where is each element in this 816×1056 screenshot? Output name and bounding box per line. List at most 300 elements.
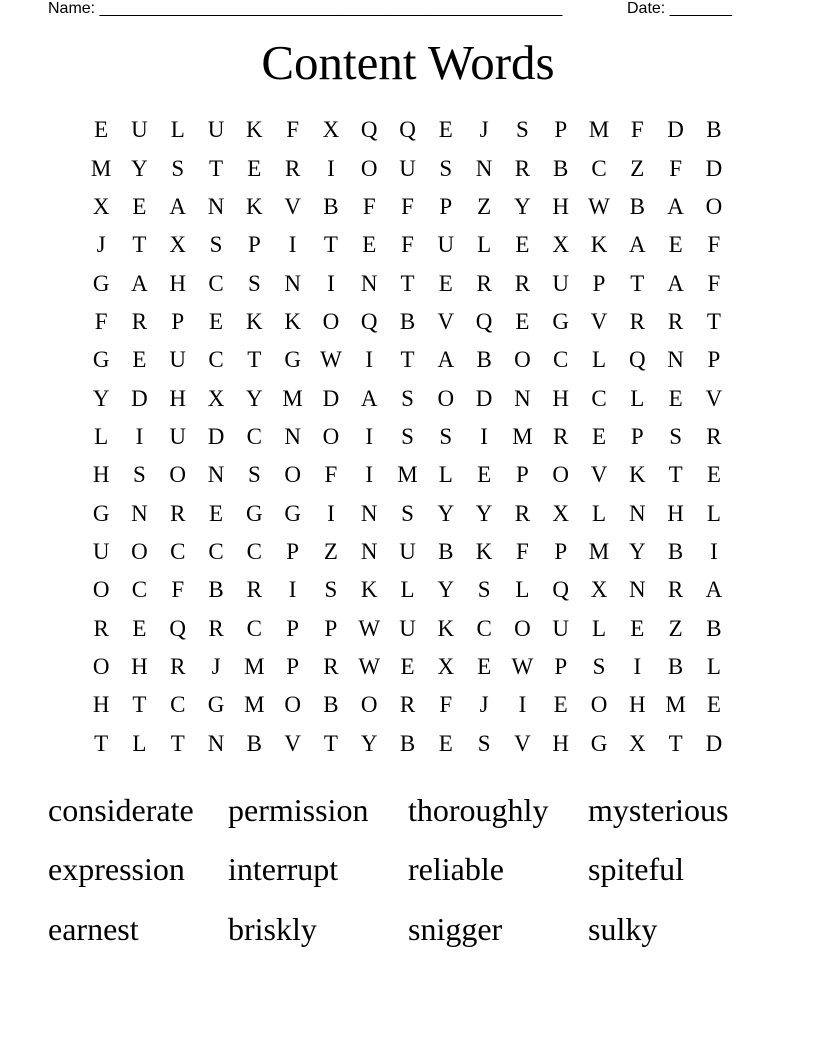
grid-letter: R xyxy=(399,692,416,718)
grid-letter: C xyxy=(246,423,262,449)
grid-letter: G xyxy=(590,730,608,756)
grid-letter: C xyxy=(591,155,607,181)
grid-letter: K xyxy=(360,577,378,603)
grid-letter: O xyxy=(131,538,148,564)
grid-letter: V xyxy=(284,193,301,219)
grid-letter: O xyxy=(322,423,340,449)
grid-letter: M xyxy=(665,692,686,718)
grid-letter: J xyxy=(211,653,221,679)
grid-letter: N xyxy=(131,500,148,526)
grid-letter: P xyxy=(286,538,300,564)
grid-letter: X xyxy=(552,232,570,258)
grid-letter: P xyxy=(554,653,568,679)
grid-letter: H xyxy=(552,730,570,756)
word-bank-word: reliable xyxy=(408,851,504,888)
word-bank-word: spiteful xyxy=(588,851,684,888)
grid-row xyxy=(82,149,733,187)
grid-letter: U xyxy=(207,117,225,143)
grid-letter: Q xyxy=(169,615,187,641)
grid-letter: B xyxy=(323,193,339,219)
grid-letter: F xyxy=(439,692,453,718)
grid-letter: A xyxy=(667,193,684,219)
grid-letter: F xyxy=(324,462,338,488)
grid-letter: K xyxy=(246,308,263,334)
grid-letter: N xyxy=(360,270,378,296)
grid-letter: F xyxy=(707,232,721,258)
grid-letter: Y xyxy=(360,730,378,756)
grid-letter: Q xyxy=(399,117,416,143)
grid-letter: E xyxy=(132,615,147,641)
grid-letter: I xyxy=(288,577,297,603)
grid-letter: Q xyxy=(628,347,646,373)
grid-letter: I xyxy=(518,692,527,718)
grid-letter: E xyxy=(515,232,530,258)
grid-letter: B xyxy=(706,615,722,641)
grid-letter: E xyxy=(438,730,453,756)
grid-letter: H xyxy=(169,385,187,411)
grid-letter: V xyxy=(590,462,608,488)
grid-letter: X xyxy=(207,385,225,411)
grid-letter: R xyxy=(514,500,531,526)
grid-letter: W xyxy=(511,653,534,679)
grid-letter: N xyxy=(360,500,378,526)
grid-letter: T xyxy=(94,730,109,756)
grid-letter: M xyxy=(244,653,265,679)
grid-letter: F xyxy=(707,270,721,296)
grid-letter: H xyxy=(92,462,110,488)
grid-letter: L xyxy=(515,577,530,603)
grid-letter: O xyxy=(284,692,301,718)
grid-letter: O xyxy=(92,653,110,679)
word-bank-word: mysterious xyxy=(588,791,729,828)
grid-letter: U xyxy=(437,232,455,258)
grid-letter: I xyxy=(710,538,718,564)
grid-letter: O xyxy=(514,347,531,373)
grid-letter: D xyxy=(705,155,723,181)
grid-letter: K xyxy=(475,538,493,564)
grid-letter: B xyxy=(629,193,645,219)
grid-letter: U xyxy=(399,615,416,641)
grid-letter: W xyxy=(358,615,381,641)
grid-letter: E xyxy=(362,232,377,258)
grid-letter: I xyxy=(365,462,374,488)
grid-letter: P xyxy=(516,462,529,488)
grid-letter: B xyxy=(323,692,339,718)
grid-letter: L xyxy=(132,730,147,756)
grid-letter: G xyxy=(552,308,570,334)
grid-letter: R xyxy=(553,423,569,449)
grid-letter: B xyxy=(208,577,224,603)
grid-letter: Y xyxy=(92,385,110,411)
grid-letter: V xyxy=(437,308,455,334)
grid-letter: G xyxy=(246,500,263,526)
word-bank-word: thoroughly xyxy=(408,791,549,828)
grid-letter: S xyxy=(439,423,453,449)
grid-letter: N xyxy=(360,538,378,564)
grid-letter: R xyxy=(667,308,684,334)
grid-letter: L xyxy=(170,117,185,143)
grid-letter: L xyxy=(400,577,415,603)
word-bank-word: briskly xyxy=(228,910,317,947)
grid-letter: Y xyxy=(131,155,148,181)
grid-letter: O xyxy=(552,462,570,488)
grid-letter: E xyxy=(132,347,147,373)
grid-letter: D xyxy=(667,117,684,143)
grid-letter: W xyxy=(588,193,610,219)
grid-letter: P xyxy=(554,538,568,564)
grid-letter: U xyxy=(131,117,148,143)
grid-letter: K xyxy=(246,117,263,143)
grid-letter: F xyxy=(669,155,682,181)
grid-letter: C xyxy=(208,347,224,373)
grid-letter: N xyxy=(667,347,684,373)
grid-letter: I xyxy=(327,155,335,181)
grid-letter: K xyxy=(590,232,608,258)
grid-letter: M xyxy=(588,538,610,564)
grid-letter: L xyxy=(477,232,492,258)
grid-letter: W xyxy=(320,347,342,373)
grid-letter: R xyxy=(514,270,531,296)
grid-letter: B xyxy=(553,155,569,181)
grid-letter: E xyxy=(132,193,147,219)
grid-letter: D xyxy=(322,385,340,411)
grid-letter: P xyxy=(630,423,644,449)
grid-letter: N xyxy=(628,577,646,603)
grid-letter: S xyxy=(401,385,414,411)
grid-letter: T xyxy=(132,232,147,258)
grid-letter: U xyxy=(92,538,110,564)
grid-letter: E xyxy=(209,500,224,526)
grid-letter: F xyxy=(516,538,529,564)
grid-letter: A xyxy=(705,577,723,603)
grid-letter: M xyxy=(588,117,610,143)
grid-letter: N xyxy=(207,730,225,756)
grid-letter: X xyxy=(169,232,187,258)
grid-letter: T xyxy=(209,155,224,181)
grid-letter: F xyxy=(401,193,414,219)
grid-letter: G xyxy=(92,500,110,526)
grid-letter: P xyxy=(286,615,300,641)
grid-letter: M xyxy=(512,423,533,449)
grid-letter: Y xyxy=(437,577,455,603)
grid-letter: K xyxy=(284,308,301,334)
grid-letter: M xyxy=(90,155,112,181)
grid-letter: M xyxy=(244,692,265,718)
grid-row xyxy=(82,533,733,571)
grid-letter: Q xyxy=(360,117,378,143)
grid-letter: K xyxy=(437,615,455,641)
word-bank-row xyxy=(48,899,788,959)
grid-letter: P xyxy=(171,308,185,334)
grid-letter: O xyxy=(284,462,301,488)
grid-letter: M xyxy=(397,462,418,488)
grid-letter: H xyxy=(552,193,570,219)
grid-row xyxy=(82,648,733,686)
grid-letter: X xyxy=(628,730,646,756)
grid-letter: I xyxy=(480,423,488,449)
grid-row xyxy=(82,341,733,379)
grid-letter: G xyxy=(284,500,301,526)
grid-letter: E xyxy=(477,653,492,679)
grid-letter: X xyxy=(552,500,570,526)
grid-letter: K xyxy=(246,193,263,219)
grid-letter: X xyxy=(322,117,340,143)
grid-row xyxy=(82,303,733,341)
grid-letter: E xyxy=(209,308,224,334)
grid-row xyxy=(82,686,733,724)
grid-letter: C xyxy=(131,577,148,603)
grid-letter: V xyxy=(705,385,723,411)
grid-letter: J xyxy=(479,692,489,718)
grid-row xyxy=(82,571,733,609)
grid-letter: U xyxy=(169,423,187,449)
grid-letter: C xyxy=(246,538,262,564)
grid-letter: Y xyxy=(514,193,531,219)
grid-letter: R xyxy=(170,500,186,526)
grid-letter: H xyxy=(131,653,148,679)
grid-letter: C xyxy=(170,692,186,718)
grid-letter: D xyxy=(131,385,148,411)
grid-letter: B xyxy=(399,730,416,756)
grid-row xyxy=(82,226,733,264)
grid-letter: S xyxy=(133,462,146,488)
word-bank-word: earnest xyxy=(48,910,139,947)
grid-letter: J xyxy=(479,117,489,143)
grid-letter: L xyxy=(591,500,607,526)
grid-letter: R xyxy=(284,155,301,181)
grid-letter: E xyxy=(515,308,530,334)
grid-letter: T xyxy=(323,232,338,258)
word-bank-word: considerate xyxy=(48,791,194,828)
grid-letter: T xyxy=(132,692,147,718)
grid-letter: A xyxy=(169,193,187,219)
grid-letter: P xyxy=(324,615,338,641)
grid-letter: P xyxy=(286,653,300,679)
date-line: Date: _______ xyxy=(627,0,732,17)
grid-letter: S xyxy=(401,423,414,449)
grid-letter: L xyxy=(94,423,109,449)
grid-letter: G xyxy=(92,347,110,373)
grid-letter: S xyxy=(401,500,414,526)
grid-letter: T xyxy=(400,270,415,296)
grid-letter: N xyxy=(628,500,646,526)
grid-letter: C xyxy=(591,385,607,411)
grid-letter: S xyxy=(171,155,185,181)
grid-letter: H xyxy=(667,500,684,526)
grid-letter: N xyxy=(207,462,225,488)
grid-letter: U xyxy=(552,615,570,641)
grid-letter: N xyxy=(284,270,301,296)
grid-letter: S xyxy=(477,577,491,603)
grid-letter: L xyxy=(630,385,645,411)
word-bank-row xyxy=(48,780,788,840)
grid-letter: U xyxy=(169,347,187,373)
grid-letter: V xyxy=(284,730,301,756)
grid-row xyxy=(82,725,733,763)
grid-letter: P xyxy=(439,193,453,219)
grid-letter: R xyxy=(170,653,186,679)
grid-letter: Q xyxy=(552,577,570,603)
grid-letter: D xyxy=(475,385,493,411)
word-bank-row xyxy=(48,840,788,900)
grid-letter: F xyxy=(171,577,185,603)
grid-letter: P xyxy=(554,117,568,143)
grid-letter: F xyxy=(362,193,376,219)
grid-letter: H xyxy=(92,692,110,718)
grid-letter: S xyxy=(324,577,338,603)
grid-letter: C xyxy=(208,538,224,564)
grid-letter: R xyxy=(667,577,684,603)
grid-letter: H xyxy=(169,270,187,296)
grid-letter: L xyxy=(591,347,607,373)
grid-letter: T xyxy=(668,730,683,756)
grid-letter: I xyxy=(327,500,335,526)
grid-letter: E xyxy=(247,155,262,181)
grid-row xyxy=(82,609,733,647)
grid-letter: S xyxy=(516,117,529,143)
grid-letter: R xyxy=(323,653,339,679)
grid-letter: T xyxy=(706,308,721,334)
grid-letter: F xyxy=(286,117,300,143)
page-title: Content Words xyxy=(261,35,555,90)
grid-letter: C xyxy=(246,615,262,641)
grid-letter: U xyxy=(552,270,570,296)
grid-row xyxy=(82,456,733,494)
grid-row xyxy=(82,111,733,149)
grid-letter: E xyxy=(553,692,568,718)
grid-letter: A xyxy=(131,270,148,296)
grid-letter: O xyxy=(360,155,378,181)
grid-letter: G xyxy=(207,692,225,718)
grid-letter: T xyxy=(668,462,683,488)
grid-letter: O xyxy=(590,692,608,718)
grid-row xyxy=(82,418,733,456)
grid-letter: T xyxy=(170,730,185,756)
grid-letter: E xyxy=(477,462,492,488)
grid-letter: L xyxy=(706,653,721,679)
grid-letter: I xyxy=(633,653,642,679)
grid-letter: N xyxy=(207,193,225,219)
grid-letter: R xyxy=(208,615,224,641)
grid-letter: V xyxy=(590,308,608,334)
grid-letter: I xyxy=(365,423,374,449)
grid-letter: Y xyxy=(475,500,493,526)
grid-letter: Z xyxy=(630,155,645,181)
grid-letter: L xyxy=(706,500,721,526)
grid-letter: O xyxy=(322,308,340,334)
grid-letter: E xyxy=(706,462,721,488)
grid-letter: B xyxy=(667,653,684,679)
word-bank-word: snigger xyxy=(408,910,503,947)
grid-letter: H xyxy=(628,692,646,718)
grid-letter: Q xyxy=(360,308,378,334)
grid-letter: L xyxy=(591,615,607,641)
grid-letter: T xyxy=(247,347,262,373)
grid-letter: A xyxy=(360,385,378,411)
grid-row xyxy=(82,494,733,532)
grid-letter: B xyxy=(476,347,492,373)
grid-letter: K xyxy=(628,462,646,488)
grid-letter: I xyxy=(327,270,335,296)
grid-letter: S xyxy=(477,730,491,756)
word-bank-word: permission xyxy=(228,791,369,828)
grid-letter: R xyxy=(514,155,531,181)
word-bank-word: interrupt xyxy=(228,851,339,888)
grid-letter: S xyxy=(247,270,261,296)
grid-letter: R xyxy=(131,308,148,334)
word-bank xyxy=(48,780,788,959)
grid-letter: Q xyxy=(475,308,493,334)
grid-letter: O xyxy=(92,577,110,603)
grid-letter: E xyxy=(438,270,453,296)
grid-letter: A xyxy=(628,232,646,258)
grid-letter: W xyxy=(358,653,381,679)
grid-letter: E xyxy=(668,232,683,258)
grid-letter: B xyxy=(438,538,454,564)
grid-letter: S xyxy=(247,462,261,488)
grid-letter: E xyxy=(668,385,683,411)
grid-letter: X xyxy=(437,653,455,679)
grid-letter: I xyxy=(288,232,297,258)
grid-letter: U xyxy=(399,538,416,564)
grid-letter: Y xyxy=(246,385,263,411)
grid-letter: U xyxy=(399,155,416,181)
grid-letter: I xyxy=(365,347,374,373)
grid-letter: I xyxy=(135,423,144,449)
grid-row xyxy=(82,379,733,417)
grid-letter: E xyxy=(706,692,721,718)
grid-letter: Y xyxy=(628,538,646,564)
grid-letter: A xyxy=(437,347,455,373)
grid-letter: B xyxy=(667,538,684,564)
grid-letter: L xyxy=(438,462,453,488)
grid-letter: P xyxy=(707,347,721,373)
grid-letter: R xyxy=(706,423,722,449)
grid-letter: A xyxy=(667,270,684,296)
grid-letter: D xyxy=(705,730,723,756)
grid-letter: E xyxy=(630,615,645,641)
grid-letter: O xyxy=(514,615,531,641)
grid-letter: O xyxy=(705,193,723,219)
grid-letter: B xyxy=(246,730,262,756)
grid-letter: R xyxy=(629,308,645,334)
grid-letter: J xyxy=(96,232,106,258)
grid-letter: R xyxy=(476,270,492,296)
grid-letter: P xyxy=(247,232,261,258)
word-bank-word: expression xyxy=(48,851,185,888)
grid-letter: C xyxy=(170,538,186,564)
grid-letter: S xyxy=(209,232,223,258)
grid-letter: G xyxy=(284,347,301,373)
grid-letter: N xyxy=(475,155,493,181)
grid-letter: F xyxy=(401,232,414,258)
grid-letter: C xyxy=(553,347,569,373)
grid-letter: C xyxy=(476,615,492,641)
grid-letter: R xyxy=(246,577,262,603)
grid-letter: R xyxy=(93,615,109,641)
grid-letter: S xyxy=(669,423,682,449)
grid-letter: X xyxy=(590,577,608,603)
grid-letter: P xyxy=(592,270,606,296)
grid-letter: F xyxy=(94,308,108,334)
grid-letter: N xyxy=(514,385,531,411)
grid-letter: T xyxy=(323,730,338,756)
grid-letter: O xyxy=(437,385,455,411)
grid-letter: S xyxy=(439,155,453,181)
grid-row xyxy=(82,264,733,302)
grid-letter: E xyxy=(400,653,415,679)
grid-letter: E xyxy=(591,423,607,449)
